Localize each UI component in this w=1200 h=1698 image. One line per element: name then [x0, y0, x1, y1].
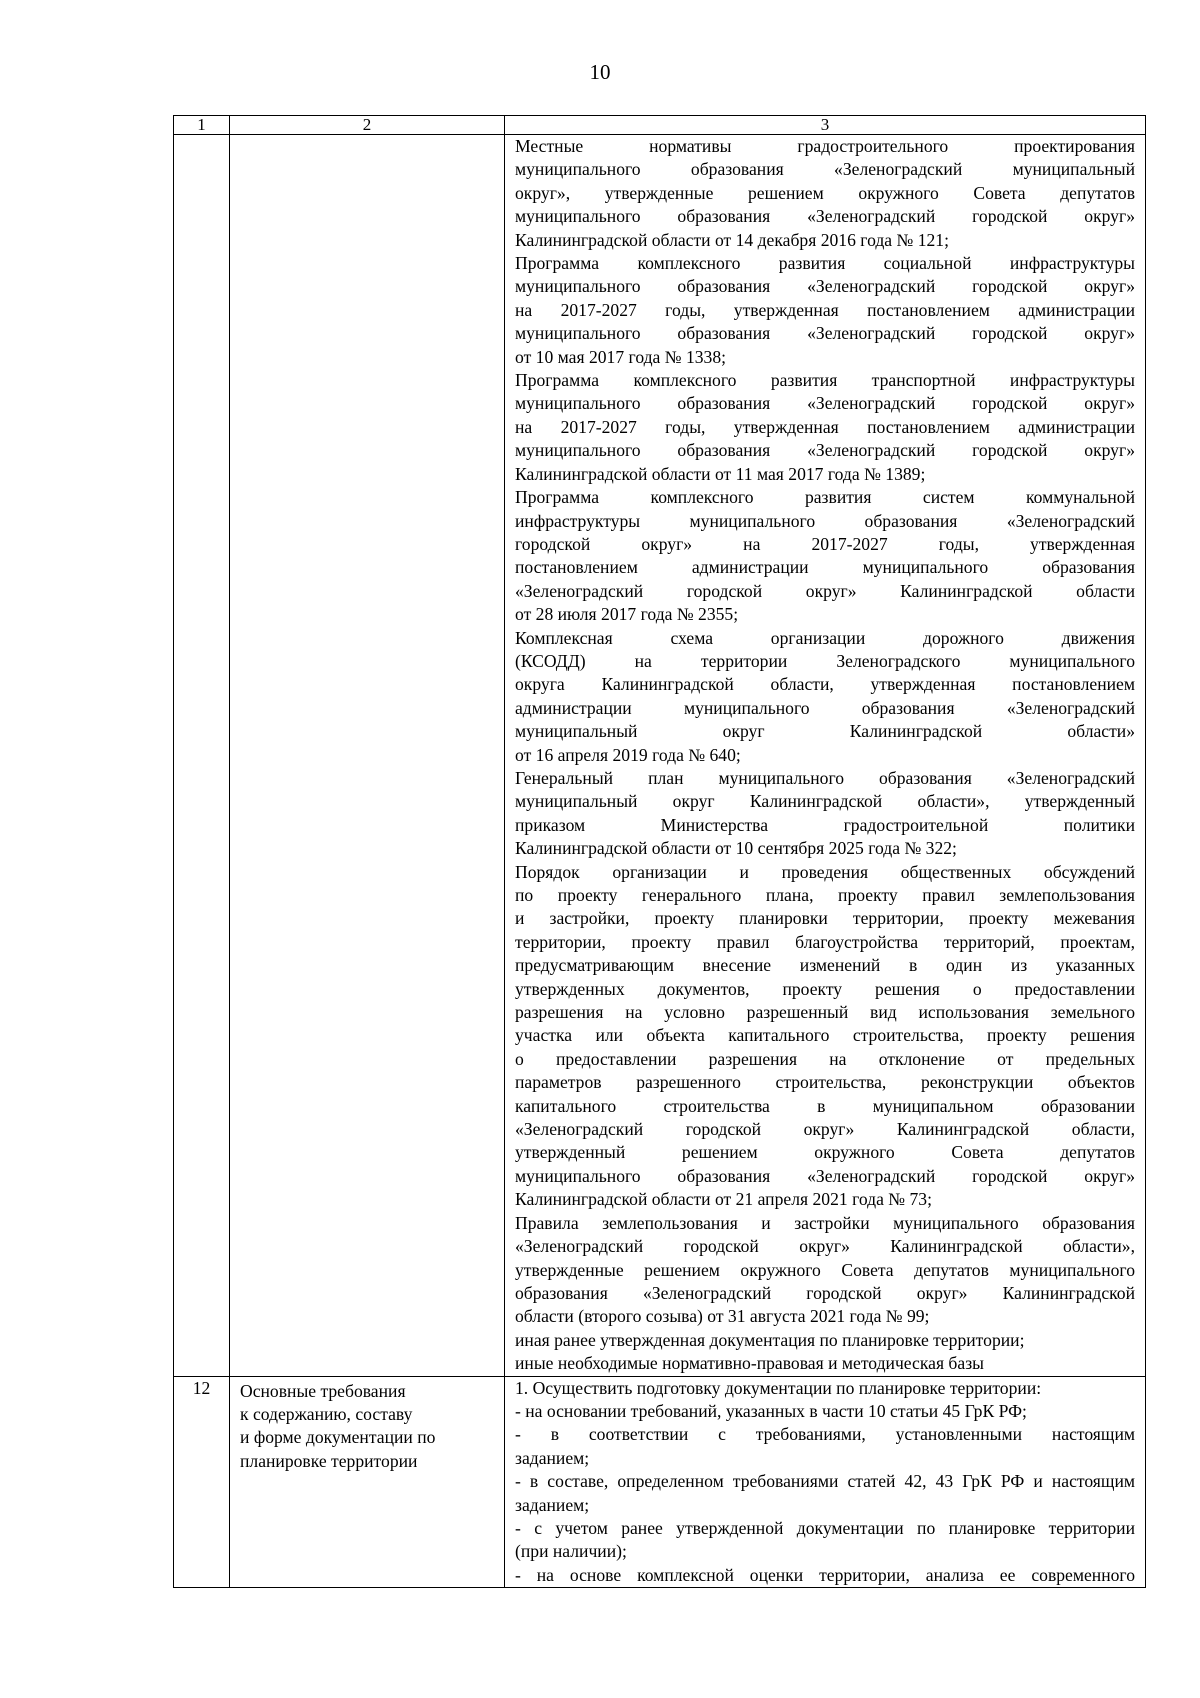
- requirements-list: [515, 1377, 1135, 1588]
- text-line: капитального строительства в муниципальном образовании: [515, 1095, 1135, 1116]
- text-line: Местные нормативы градостроительного проектирования: [515, 136, 1135, 156]
- row-12-title-line: планировке территории: [240, 1450, 418, 1471]
- requirement-entry: [515, 1423, 1135, 1470]
- text-line: Программа комплексного развития транспортной инфраструктуры: [515, 370, 1135, 391]
- table-row-12: [174, 1376, 1146, 1588]
- text-line: утвержденные решением окружного Совета депутатов муниципального: [515, 1259, 1135, 1280]
- text-line: заданием;: [515, 1447, 590, 1468]
- text-line: от 16 апреля 2019 года № 640;: [515, 744, 741, 765]
- document-entry: [515, 369, 1135, 486]
- text-line: муниципального образования «Зеленоградский городской округ»: [515, 276, 1135, 297]
- row-12-title-line: к содержанию, составу: [240, 1403, 413, 1424]
- row-12-number: 12: [174, 1376, 230, 1588]
- header-col-2: 2: [230, 116, 505, 135]
- text-line: территории, проекту правил благоустройства территорий, проектам,: [515, 931, 1135, 952]
- page-number: 10: [589, 60, 611, 84]
- row-12-title: [230, 1376, 505, 1588]
- requirements-table: [173, 115, 1146, 1588]
- text-line: участка или объекта капитального строительства, проекту решения: [515, 1025, 1135, 1046]
- table-header-row: [174, 116, 1146, 135]
- text-line: и застройки, проекту планировки территории, проекту межевания: [515, 908, 1135, 929]
- text-line: параметров разрешенного строительства, реконструкции объектов: [515, 1072, 1135, 1093]
- text-line: Калининградской области от 14 декабря 2016 года № 121;: [515, 229, 949, 250]
- text-line: городской округ» на 2017-2027 годы, утвержденная: [515, 533, 1135, 554]
- text-line: муниципального образования «Зеленоградский городской округ»: [515, 440, 1135, 461]
- text-line: инфраструктуры муниципального образования «Зеленоградский: [515, 510, 1135, 531]
- document-entry: [515, 486, 1135, 626]
- document-entry: [515, 767, 1135, 861]
- text-line: заданием;: [515, 1494, 590, 1515]
- requirement-entry: [515, 1470, 1135, 1517]
- text-line: утвержденных документов, проекту решения о предоставлении: [515, 978, 1135, 999]
- text-line: предусматривающим внесение изменений в один из указанных: [515, 955, 1135, 976]
- text-line: - в соответствии с требованиями, установленными настоящим: [515, 1424, 1135, 1445]
- text-line: по проекту генерального плана, проекту правил землепользования: [515, 885, 1135, 905]
- document-entry: [515, 1352, 1135, 1375]
- text-line: иная ранее утвержденная документация по планировке территории;: [515, 1329, 1025, 1350]
- text-line: на 2017-2027 годы, утвержденная постановлением администрации: [515, 299, 1135, 320]
- text-line: администрации муниципального образования «Зеленоградский: [515, 697, 1135, 718]
- text-line: округ», утвержденные решением окружного Совета депутатов: [515, 182, 1135, 203]
- text-line: Калининградской области от 11 мая 2017 года № 1389;: [515, 463, 926, 484]
- text-line: разрешения на условно разрешенный вид использования земельного: [515, 1002, 1135, 1023]
- requirement-entry: [515, 1517, 1135, 1564]
- text-line: на 2017-2027 годы, утвержденная постановлением администрации: [515, 416, 1135, 437]
- row-number-cell: [174, 135, 230, 1377]
- text-line: муниципального образования «Зеленоградский городской округ»: [515, 323, 1135, 344]
- text-line: Порядок организации и проведения общественных обсуждений: [515, 861, 1135, 882]
- text-line: иные необходимые нормативно-правовая и методическая базы: [515, 1353, 984, 1374]
- text-line: Программа комплексного развития социальной инфраструктуры: [515, 253, 1135, 274]
- document-entry: [515, 627, 1135, 767]
- text-line: - с учетом ранее утвержденной документации по планировке территории: [515, 1517, 1135, 1538]
- requirement-entry: [515, 1400, 1135, 1423]
- text-line: - на основе комплексной оценки территории, анализа ее современного: [515, 1564, 1135, 1585]
- text-line: Комплексная схема организации дорожного движения: [515, 627, 1135, 648]
- text-line: муниципальный округ Калининградской области»: [515, 721, 1135, 742]
- header-col-1: 1: [174, 116, 230, 135]
- row-content-cell: [505, 135, 1146, 1377]
- text-line: муниципальный округ Калининградской области», утвержденный: [515, 791, 1135, 812]
- text-line: постановлением администрации муниципального образования: [515, 557, 1135, 578]
- text-line: (при наличии);: [515, 1541, 627, 1562]
- text-line: Генеральный план муниципального образования «Зеленоградский: [515, 767, 1135, 788]
- text-line: о предоставлении разрешения на отклонение от предельных: [515, 1048, 1135, 1069]
- text-line: (КСОДД) на территории Зеленоградского муниципального: [515, 650, 1135, 671]
- document-entry: [515, 1212, 1135, 1329]
- text-line: 1. Осуществить подготовку документации по планировке территории:: [515, 1377, 1042, 1398]
- row-12-content: [505, 1376, 1146, 1588]
- row-12-title-line: Основные требования: [240, 1380, 406, 1401]
- documents-list: [515, 135, 1135, 1376]
- table-row-continued: [174, 135, 1146, 1377]
- text-line: «Зеленоградский городской округ» Калининградской области»,: [515, 1236, 1135, 1257]
- text-line: «Зеленоградский городской округ» Калининградской области,: [515, 1119, 1135, 1140]
- text-line: от 28 июля 2017 года № 2355;: [515, 604, 739, 625]
- text-line: Калининградской области от 10 сентября 2025 года № 322;: [515, 838, 957, 859]
- text-line: муниципального образования «Зеленоградский городской округ»: [515, 206, 1135, 227]
- text-line: муниципального образования «Зеленоградский муниципальный: [515, 159, 1135, 180]
- text-line: «Зеленоградский городской округ» Калининградской области: [515, 580, 1135, 601]
- text-line: - на основании требований, указанных в части 10 статьи 45 ГрК РФ;: [515, 1400, 1027, 1421]
- text-line: Правила землепользования и застройки муниципального образования: [515, 1212, 1135, 1233]
- text-line: муниципального образования «Зеленоградский городской округ»: [515, 393, 1135, 414]
- row-12-title-line: и форме документации по: [240, 1427, 436, 1448]
- document-entry: [515, 1329, 1135, 1352]
- text-line: утвержденный решением окружного Совета депутатов: [515, 1142, 1135, 1163]
- header-col-3: 3: [505, 116, 1146, 135]
- text-line: муниципального образования «Зеленоградский городской округ»: [515, 1165, 1135, 1186]
- requirement-entry: [515, 1377, 1135, 1400]
- text-line: Калининградской области от 21 апреля 2021 года № 73;: [515, 1189, 932, 1210]
- document-entry: [515, 861, 1135, 1212]
- text-line: от 10 мая 2017 года № 1338;: [515, 346, 727, 367]
- document-entry: [515, 135, 1135, 252]
- document-entry: [515, 252, 1135, 369]
- text-line: округа Калининградской области, утвержденная постановлением: [515, 674, 1135, 695]
- row-title-cell: [230, 135, 505, 1377]
- text-line: приказом Министерства градостроительной политики: [515, 814, 1135, 835]
- requirement-entry: [515, 1564, 1135, 1587]
- text-line: образования «Зеленоградский городской округ» Калининградской: [515, 1282, 1135, 1303]
- text-line: Программа комплексного развития систем коммунальной: [515, 487, 1135, 508]
- text-line: области (второго созыва) от 31 августа 2021 года № 99;: [515, 1306, 930, 1327]
- text-line: - в составе, определенном требованиями статей 42, 43 ГрК РФ и настоящим: [515, 1471, 1135, 1492]
